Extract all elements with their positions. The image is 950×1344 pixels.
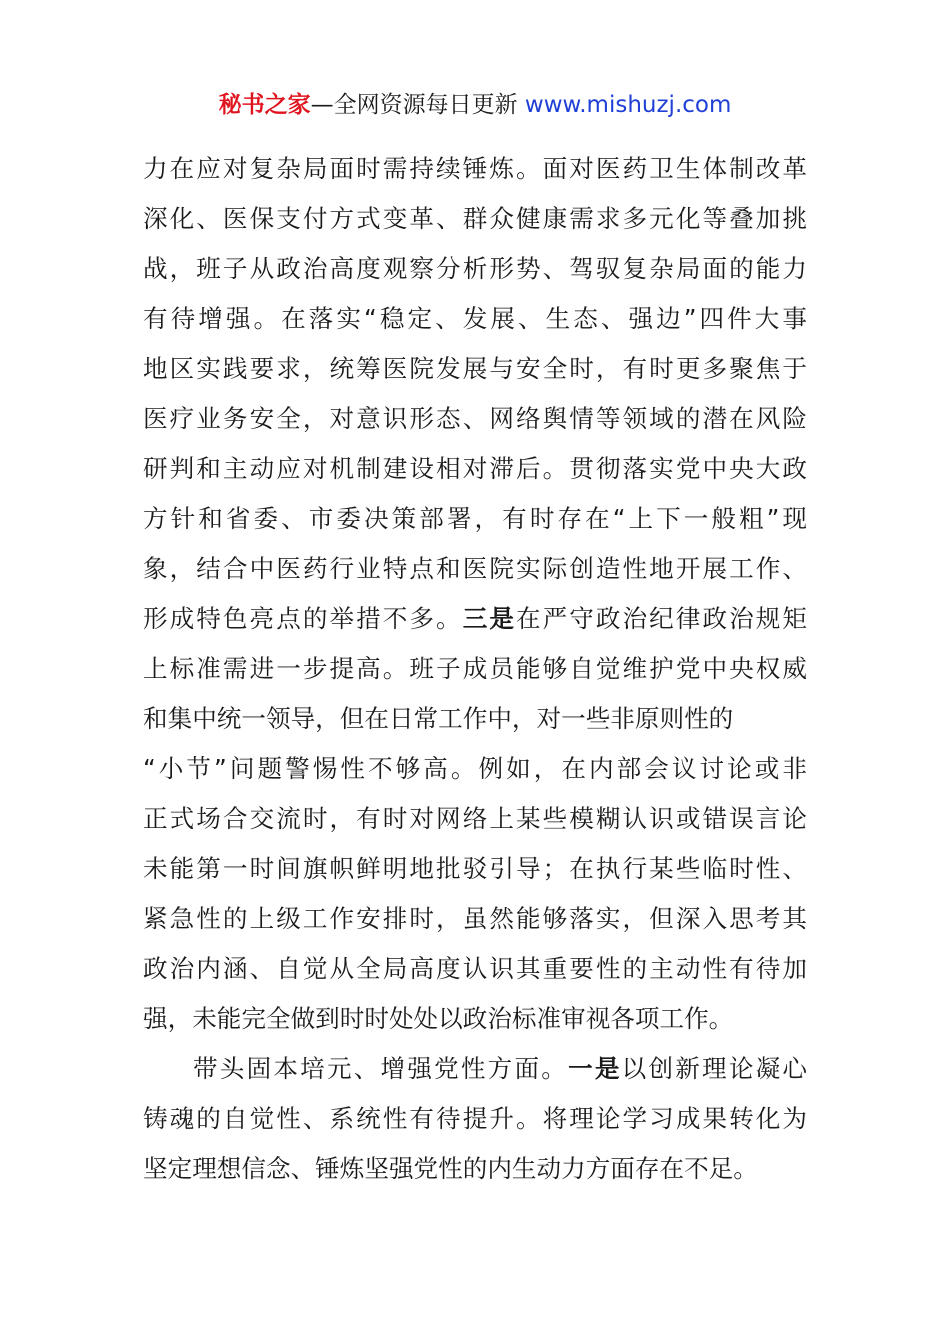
- document-body: [143, 144, 807, 1194]
- bold-marker: 一是: [568, 1054, 622, 1083]
- bold-marker: 三是: [462, 604, 516, 633]
- paragraph-1: [143, 144, 807, 1044]
- text-line: 强，未能完全做到时时处处以政治标准审视各项工作。: [143, 1004, 734, 1033]
- text-line: 政治内涵、自觉从全局高度认识其重要性的主动性有待加: [143, 954, 807, 983]
- text-line: 医疗业务安全，对意识形态、网络舆情等领域的潜在风险: [143, 404, 807, 433]
- text-run: 带头固本培元、增强党性方面。: [193, 1054, 569, 1083]
- text-line: 紧急性的上级工作安排时，虽然能够落实，但深入思考其: [143, 904, 807, 933]
- text-line: 深化、医保支付方式变革、群众健康需求多元化等叠加挑: [143, 204, 807, 233]
- text-line: 铸魂的自觉性、系统性有待提升。将理论学习成果转化为: [143, 1104, 807, 1133]
- text-line: 方针和省委、市委决策部署，有时存在“上下一般粗”现: [143, 504, 807, 533]
- header-tagline: —全网资源每日更新: [310, 92, 525, 118]
- text-line: [143, 1044, 807, 1094]
- text-line: [143, 594, 807, 644]
- text-line: 未能第一时间旗帜鲜明地批驳引导；在执行某些临时性、: [143, 854, 807, 883]
- brand-name: 秘书之家: [218, 92, 311, 118]
- text-run: 在严守政治纪律政治规矩: [515, 604, 807, 633]
- site-header: [0, 88, 950, 122]
- site-url-link[interactable]: www.mishuzj.com: [524, 92, 732, 118]
- text-line: 坚定理想信念、锤炼坚强党性的内生动力方面存在不足。: [143, 1154, 758, 1183]
- text-line: “小节”问题警惕性不够高。例如，在内部会议讨论或非: [143, 754, 807, 783]
- text-line: 有待增强。在落实“稳定、发展、生态、强边”四件大事: [143, 304, 807, 333]
- text-line: 和集中统一领导，但在日常工作中，对一些非原则性的: [143, 704, 734, 733]
- text-line: 力在应对复杂局面时需持续锤炼。面对医药卫生体制改革: [143, 154, 807, 183]
- text-run: 形成特色亮点的举措不多。: [143, 604, 463, 633]
- text-line: 地区实践要求，统筹医院发展与安全时，有时更多聚焦于: [143, 354, 807, 383]
- text-line: 战，班子从政治高度观察分析形势、驾驭复杂局面的能力: [143, 254, 807, 283]
- text-line: 象，结合中医药行业特点和医院实际创造性地开展工作、: [143, 554, 807, 583]
- text-line: 正式场合交流时，有时对网络上某些模糊认识或错误言论: [143, 804, 807, 833]
- text-line: 上标准需进一步提高。班子成员能够自觉维护党中央权威: [143, 654, 807, 683]
- text-run: 以创新理论凝心: [621, 1054, 807, 1083]
- text-line: 研判和主动应对机制建设相对滞后。贯彻落实党中央大政: [143, 454, 807, 483]
- paragraph-2: [143, 1044, 807, 1194]
